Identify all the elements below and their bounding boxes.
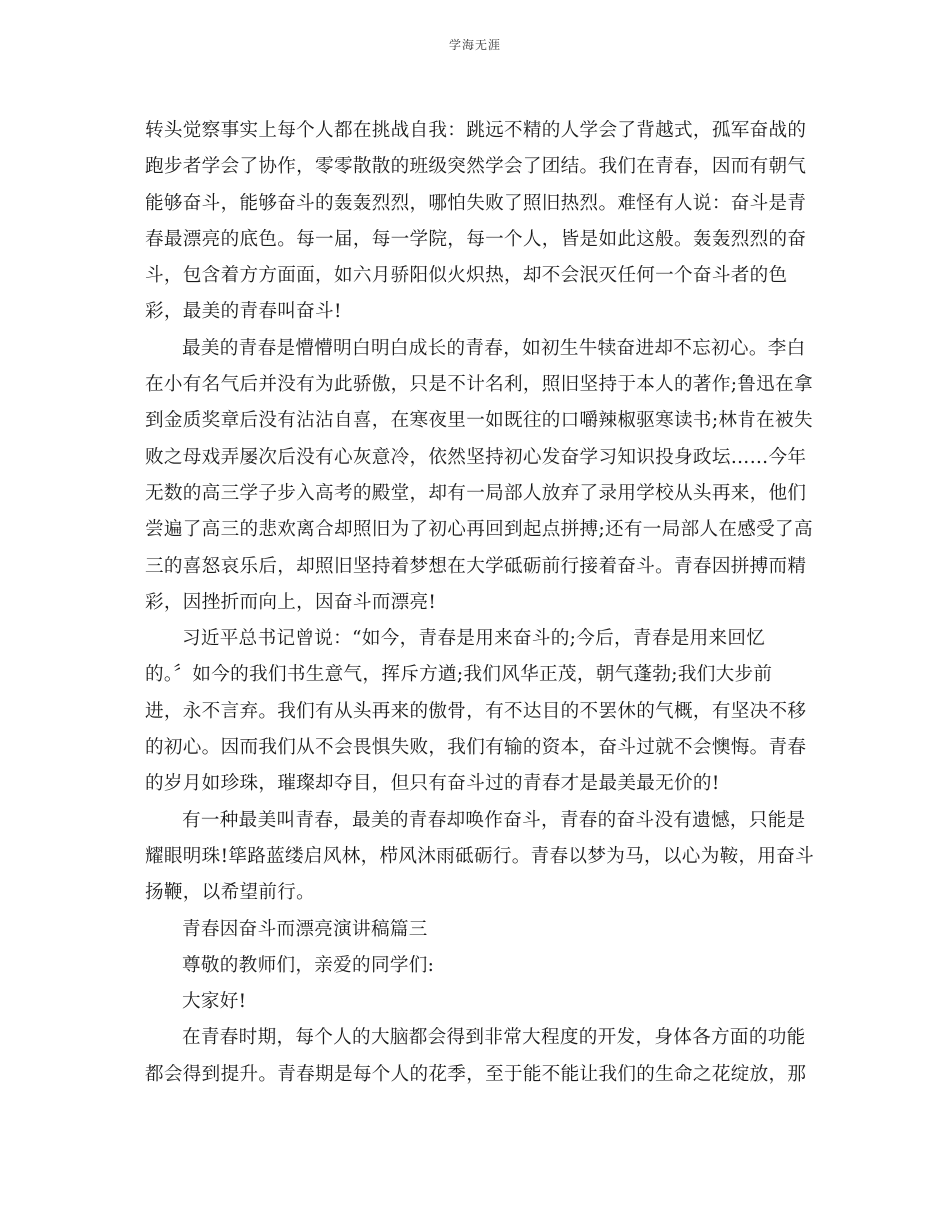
- salutation: [145, 948, 805, 984]
- text-line: 彩，最美的青春叫奋斗!: [145, 301, 342, 323]
- text-line: 三的喜怒哀乐后，却照旧坚持着梦想在大学砥砺前行接着奋斗。青春因拼搏而精: [145, 555, 807, 577]
- text-line: 青春因奋斗而漂亮演讲稿篇三: [182, 918, 428, 940]
- paragraph-2: [145, 331, 813, 621]
- text-line: 大家好!: [182, 991, 247, 1013]
- text-line: 败之母戏弄屡次后没有心灰意冷，依然坚持初心发奋学习知识投身政坛……今年: [145, 446, 807, 468]
- text-line: 彩，因挫折而向上，因奋斗而漂亮!: [145, 591, 437, 613]
- page-header: 学海无涯: [448, 38, 501, 52]
- paragraph-3: [145, 621, 805, 802]
- text-line: 耀眼明珠!筚路蓝缕启风林，栉风沐雨砥砺行。青春以梦为马，以心为鞍，用奋斗: [145, 845, 815, 867]
- paragraph-1: [145, 113, 805, 331]
- text-line: 转头觉察事实上每个人都在挑战自我：跳远不精的人学会了背越式，孤军奋战的: [145, 120, 807, 141]
- text-line: 跑步者学会了协作，零零散散的班级突然学会了团结。我们在青春，因而有朝气: [145, 156, 807, 178]
- paragraph-5: [145, 1020, 805, 1093]
- text-line: 进，永不言弃。我们有从头再来的傲骨，有不达目的不罢休的气概，有坚决不移: [145, 700, 807, 722]
- greeting: [145, 984, 805, 1020]
- text-line: 的初心。因而我们从不会畏惧失败，我们有输的资本，奋斗过就不会懊悔。青春: [145, 737, 807, 759]
- text-line: 尝遍了高三的悲欢离合却照旧为了初心再回到起点拼搏;还有一局部人在感受了高: [145, 519, 813, 541]
- text-line: 斗，包含着方方面面，如六月骄阳似火炽热，却不会泯灭任何一个奋斗者的色: [145, 265, 788, 287]
- text-line: 在青春时期，每个人的大脑都会得到非常大程度的开发，身体各方面的功能: [182, 1027, 806, 1049]
- text-line: 有一种最美叫青春，最美的青春却唤作奋斗，青春的奋斗没有遗憾，只能是: [182, 809, 806, 831]
- text-line: 尊敬的教师们，亲爱的同学们:: [182, 954, 435, 976]
- document-body: [145, 113, 815, 1093]
- text-line: 到金质奖章后没有沾沾自喜，在寒夜里一如既往的口嚼辣椒驱寒读书;林肯在被失: [145, 410, 813, 432]
- text-line: 习近平总书记曾说：“如今，青春是用来奋斗的;今后，青春是用来回忆: [182, 628, 766, 650]
- text-line: 的岁月如珍珠，璀璨却夺目，但只有奋斗过的青春才是最美最无价的!: [145, 773, 720, 795]
- text-line: 都会得到提升。青春期是每个人的花季，至于能不能让我们的生命之花绽放，那: [145, 1063, 807, 1085]
- text-line: 春最漂亮的底色。每一届，每一学院，每一个人，皆是如此这般。轰轰烈烈的奋: [145, 228, 807, 250]
- text-line: 扬鞭，以希望前行。: [145, 882, 316, 904]
- section-title: [145, 912, 805, 948]
- text-line: 最美的青春是懵懵明白明白成长的青春，如初生牛犊奋进却不忘初心。李白: [182, 337, 806, 359]
- text-line: 的。〞如今的我们书生意气，挥斥方遒;我们风华正茂，朝气蓬勃;我们大步前: [145, 664, 773, 686]
- text-line: 能够奋斗，能够奋斗的轰轰烈烈，哪怕失败了照旧热烈。难怪有人说：奋斗是青: [145, 192, 807, 214]
- paragraph-4: [145, 803, 815, 912]
- text-line: 无数的高三学子步入高考的殿堂，却有一局部人放弃了录用学校从头再来，他们: [145, 482, 807, 504]
- text-line: 在小有名气后并没有为此骄傲，只是不计名利，照旧坚持于本人的著作;鲁迅在拿: [145, 374, 813, 396]
